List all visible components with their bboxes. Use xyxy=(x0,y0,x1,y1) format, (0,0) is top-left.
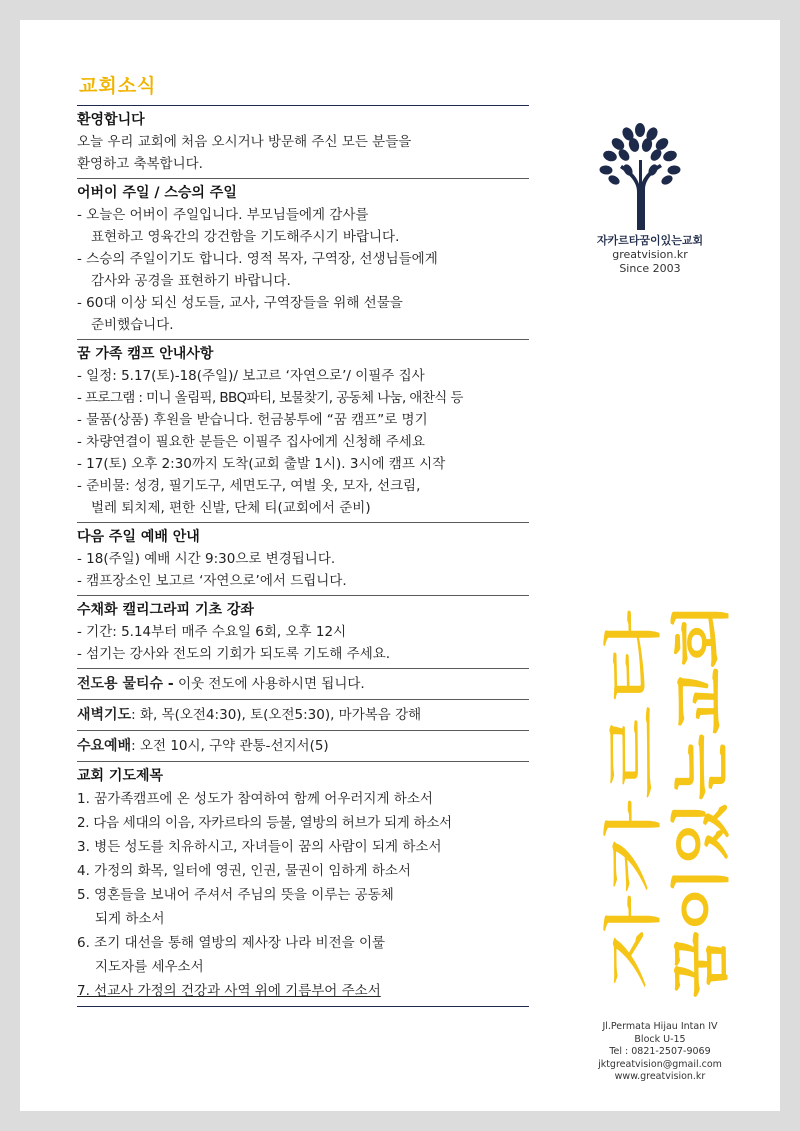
list-item-cont: 표현하고 영육간의 강건함을 기도해주시기 바랍니다. xyxy=(91,229,400,245)
tissue-label: 전도용 물티슈 - xyxy=(77,676,174,692)
prayer-item: 7. 선교사 가정의 건강과 사역 위에 기름부어 주소서 xyxy=(77,983,381,999)
parents-title: 어버이 주일 / 스승의 주일 xyxy=(77,185,237,201)
wednesday-label: 수요예배 xyxy=(77,738,132,754)
dawn-text: : 화, 목(오전4:30), 토(오전5:30), 마가복음 강해 xyxy=(131,707,422,723)
list-item-cont: 감사와 공경을 표현하기 바랍니다. xyxy=(91,273,291,289)
prayer-block xyxy=(77,762,529,1006)
list-item: - 준비물: 성경, 필기도구, 세면도구, 여벌 옷, 모자, 선크림, xyxy=(77,478,421,494)
section-title: 교회소식 xyxy=(79,75,157,97)
tissue-text: 이웃 전도에 사용하시면 됩니다. xyxy=(173,676,365,692)
prayer-title: 교회 기도제목 xyxy=(77,768,164,784)
prayer-item: 1. 꿈가족캠프에 온 성도가 참여하여 함께 어우러지게 하소서 xyxy=(77,791,433,807)
address-line: Jl.Permata Hijau Intan IV xyxy=(602,1021,718,1032)
list-item: - 물품(상품) 후원을 받습니다. 헌금봉투에 “꿈 캠프”로 명기 xyxy=(77,412,428,428)
news-column xyxy=(77,71,529,1007)
list-item: - 60대 이상 되신 성도들, 교사, 구역장들을 위해 선물을 xyxy=(77,295,403,311)
church-website: greatvision.kr xyxy=(612,248,688,261)
church-identity xyxy=(580,233,720,276)
list-item: - 차량연결이 필요한 분들은 이필주 집사에게 신청해 주세요 xyxy=(77,434,425,450)
vertical-church-title xyxy=(592,600,742,1000)
calligraphy-block xyxy=(77,596,529,668)
prayer-item: 4. 가정의 화목, 일터에 영권, 인권, 물권이 임하게 하소서 xyxy=(77,863,411,879)
tree-logo-icon xyxy=(590,120,690,230)
camp-title: 꿈 가족 캠프 안내사항 xyxy=(77,346,214,362)
prayer-item: 6. 조기 대선을 통해 열방의 제사장 나라 비전을 이룰 xyxy=(77,935,386,951)
church-name: 자카르타꿈이있는교회 xyxy=(596,234,704,247)
list-item: - 17(토) 오후 2:30까지 도착(교회 출발 1시). 3시에 캠프 시작 xyxy=(77,456,446,472)
prayer-item: 5. 영혼들을 보내어 주셔서 주님의 뜻을 이루는 공동체 xyxy=(77,887,394,903)
website-line: www.greatvision.kr xyxy=(614,1071,706,1082)
list-item: - 기간: 5.14부터 매주 수요일 6회, 오후 12시 xyxy=(77,624,347,640)
vertical-title-line2: 꿈이있는교회 xyxy=(667,661,735,998)
church-address xyxy=(580,1021,740,1084)
welcome-line: 환영하고 축복합니다. xyxy=(77,156,203,172)
list-item-cont: 벌레 퇴치제, 편한 신발, 단체 티(교회에서 준비) xyxy=(91,500,371,516)
welcome-block xyxy=(77,106,529,178)
email-line: jktgreatvision@gmail.com xyxy=(598,1058,722,1070)
prayer-item: 2. 다음 세대의 이음, 자카르타의 등불, 열방의 허브가 되게 하소서 xyxy=(77,815,452,831)
next-service-block xyxy=(77,523,529,595)
calligraphy-title: 수채화 캘리그라피 기초 강좌 xyxy=(77,602,254,618)
prayer-item-cont: 되게 하소서 xyxy=(95,911,165,927)
dawn-label: 새벽기도 xyxy=(77,707,132,723)
wednesday-text: : 오전 10시, 구약 관통-선지서(5) xyxy=(131,738,329,754)
dawn-prayer-line xyxy=(77,700,529,730)
list-item: - 일정: 5.17(토)-18(주일)/ 보고르 ‘자연으로’/ 이필주 집사 xyxy=(77,368,425,384)
church-since: Since 2003 xyxy=(619,262,681,275)
list-item: - 18(주일) 예배 시간 9:30으로 변경됩니다. xyxy=(77,551,336,567)
list-item: - 섬기는 강사와 전도의 기회가 되도록 기도해 주세요. xyxy=(77,646,391,662)
address-line: Block U-15 xyxy=(634,1033,686,1045)
welcome-line: 오늘 우리 교회에 처음 오시거나 방문해 주신 모든 분들을 xyxy=(77,134,412,150)
tissue-line xyxy=(77,669,529,699)
phone-line: Tel : 0821-2507-9069 xyxy=(609,1046,711,1057)
vertical-title-line1: 자카르타 xyxy=(599,765,667,990)
welcome-title: 환영합니다 xyxy=(77,112,145,128)
wednesday-line xyxy=(77,731,529,761)
list-item: - 스승의 주일이기도 합니다. 영적 목자, 구역장, 선생님들에게 xyxy=(77,251,438,267)
parents-block xyxy=(77,179,529,339)
list-item-cont: 준비했습니다. xyxy=(91,317,174,333)
list-item: - 프로그램 : 미니 올림픽, BBQ파티, 보물찾기, 공동체 나눔, 애찬식 등 xyxy=(77,390,463,406)
list-item: - 캠프장소인 보고르 ‘자연으로’에서 드립니다. xyxy=(77,573,347,589)
list-item: - 오늘은 어버이 주일입니다. 부모님들에게 감사를 xyxy=(77,207,369,223)
prayer-item-cont: 지도자를 세우소서 xyxy=(95,959,204,975)
next-service-title: 다음 주일 예배 안내 xyxy=(77,529,200,545)
divider xyxy=(77,1006,529,1007)
prayer-item: 3. 병든 성도를 치유하시고, 자녀들이 꿈의 사람이 되게 하소서 xyxy=(77,839,442,855)
camp-block xyxy=(77,340,529,522)
bulletin-page xyxy=(20,20,780,1111)
